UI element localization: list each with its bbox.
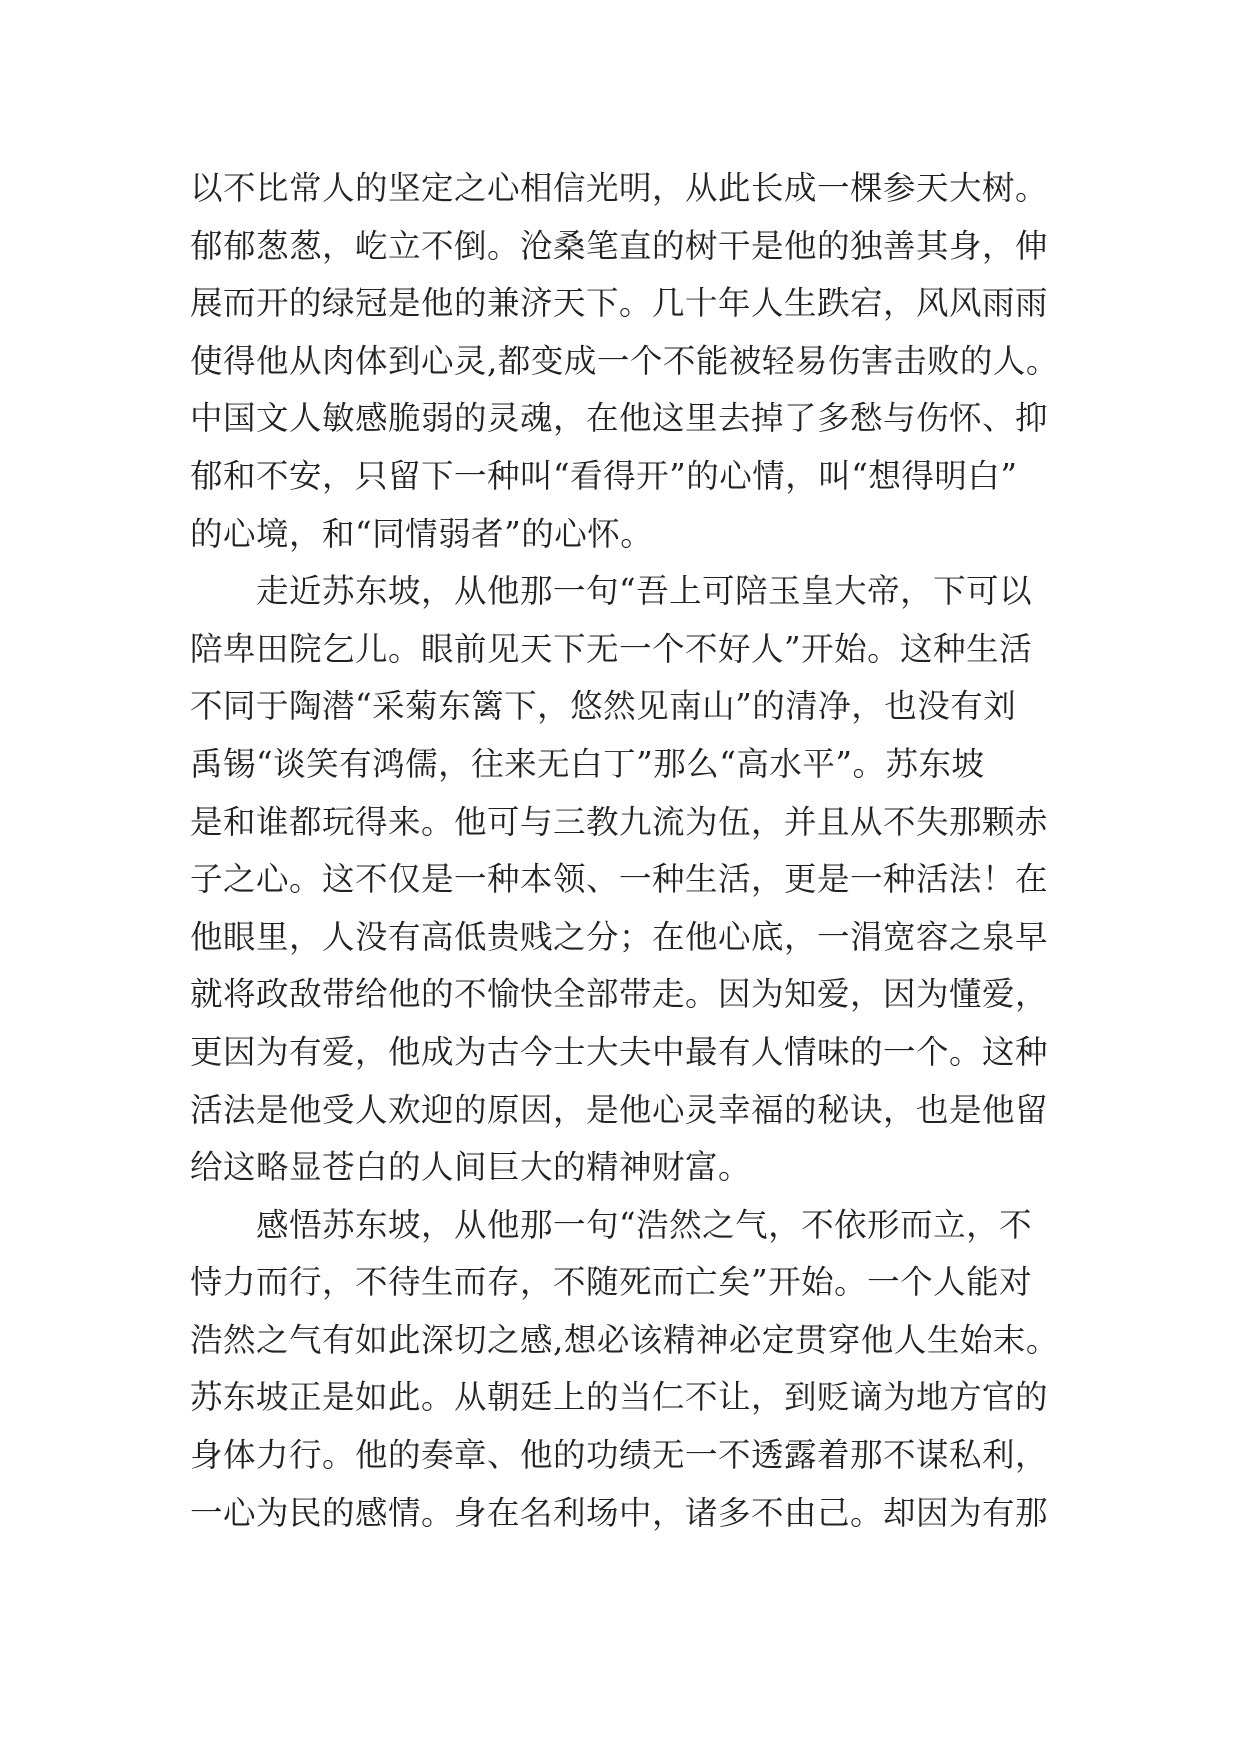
text-line: 不同于陶潜“采菊东篱下，悠然见南山”的清净，也没有刘 [190,687,1017,726]
text-line: 以不比常人的坚定之心相信光明，从此长成一棵参天大树。 [190,169,1049,207]
body-text [190,160,1060,1542]
text-line: 恃力而行，不待生而存，不随死而亡矣”开始。一个人能对 [190,1263,1033,1302]
text-line: 使得他从肉体到心灵,都变成一个不能被轻易伤害击败的人。 [190,341,1059,380]
text-line: 苏东坡正是如此。从朝廷上的当仁不让，到贬谪为地方官的 [190,1378,1049,1417]
text-line: 子之心。这不仅是一种本领、一种生活，更是一种活法！在 [190,860,1049,899]
text-line: 就将政敌带给他的不愉快全部带走。因为知爱，因为懂爱， [190,975,1049,1014]
text-line: 他眼里，人没有高低贵贱之分；在他心底，一涓宽容之泉早 [190,917,1049,956]
text-line: 展而开的绿冠是他的兼济天下。几十年人生跌宕，风风雨雨 [190,284,1049,323]
text-line: 身体力行。他的奏章、他的功绩无一不透露着那不谋私利， [190,1436,1049,1475]
text-line: 走近苏东坡，从他那一句“吾上可陪玉皇大帝，下可以 [190,572,1033,611]
text-line: 浩然之气有如此深切之感,想必该精神必定贯穿他人生始末。 [190,1320,1059,1359]
text-line: 感悟苏东坡，从他那一句“浩然之气，不依形而立，不 [190,1205,1033,1244]
text-line: 一心为民的感情。身在名利场中，诸多不由己。却因为有那 [190,1493,1049,1532]
text-line: 更因为有爱，他成为古今士大夫中最有人情味的一个。这种 [190,1032,1049,1071]
text-line: 禹锡“谈笑有鸿儒，往来无白丁”那么“高水平”。苏东坡 [190,744,985,783]
text-line: 是和谁都玩得来。他可与三教九流为伍，并且从不失那颗赤 [190,802,1049,841]
text-line: 活法是他受人欢迎的原因，是他心灵幸福的秘诀，也是他留 [190,1090,1049,1129]
text-line: 给这略显苍白的人间巨大的精神财富。 [190,1148,752,1187]
text-line: 陪卑田院乞儿。眼前见天下无一个不好人”开始。这种生活 [190,629,1033,668]
text-line: 中国文人敏感脆弱的灵魂，在他这里去掉了多愁与伤怀、抑 [190,399,1049,438]
text-line: 郁和不安，只留下一种叫“看得开”的心情，叫“想得明白” [190,456,1018,495]
text-line: 的心境，和“同情弱者”的心怀。 [190,514,654,553]
text-line: 郁郁葱葱，屹立不倒。沧桑笔直的树干是他的独善其身，伸 [190,226,1049,265]
